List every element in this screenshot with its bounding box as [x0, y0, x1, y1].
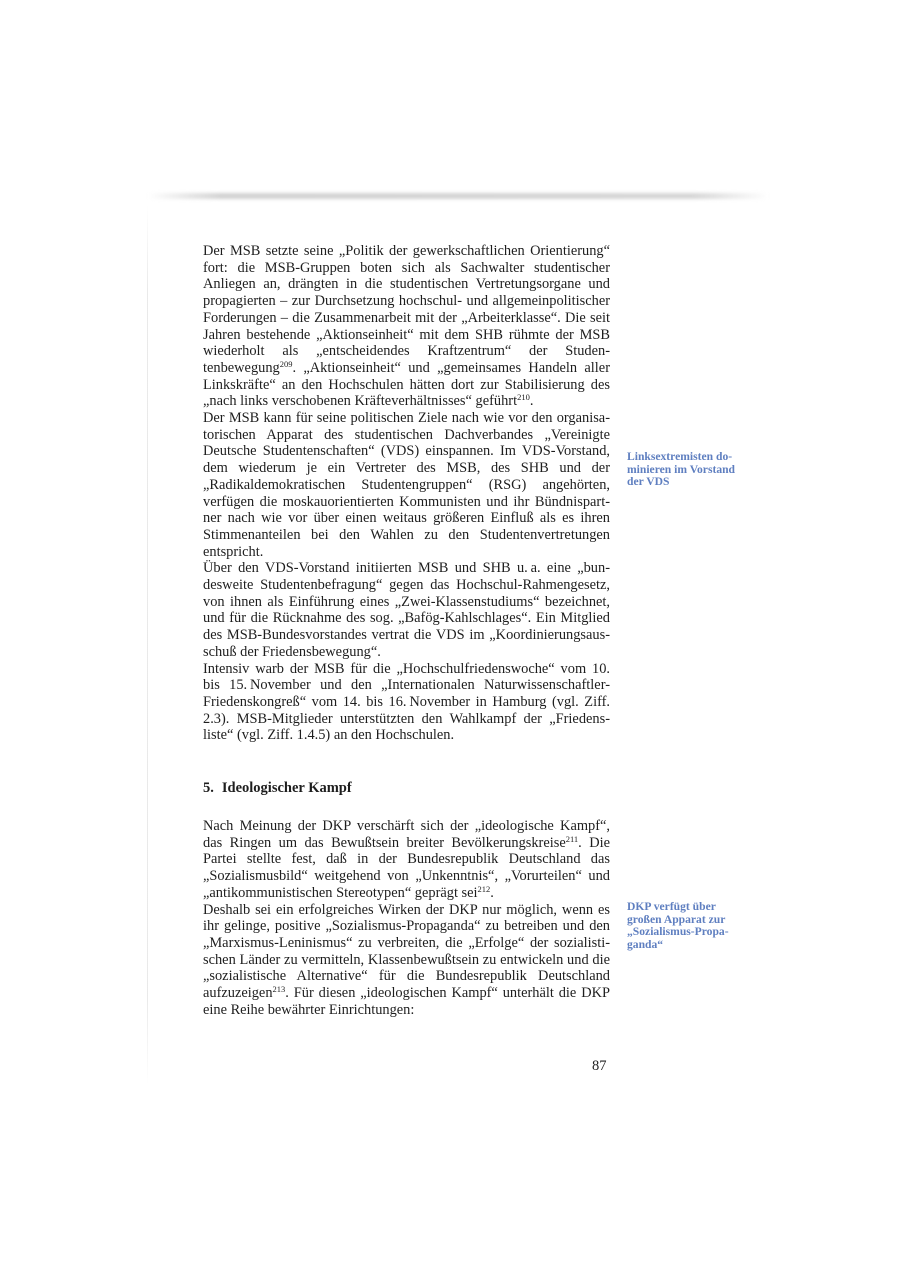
- body-text-block-msb: [203, 243, 610, 744]
- body-text-block-ideologie: [203, 818, 610, 1018]
- footnote-ref-211: 211: [565, 833, 579, 844]
- paragraph-sozialismus-propaganda: [203, 902, 610, 1019]
- page-left-edge: [147, 205, 148, 1085]
- section-heading: [203, 780, 352, 797]
- paragraph-text: . Für diesen „ideologischen Kampf“ unterhält die DKP eine Reihe bewährter Einrichtungen:: [203, 985, 610, 1018]
- footnote-ref-212: 212: [477, 883, 491, 894]
- paragraph-text: .: [490, 884, 494, 901]
- paragraph-ideologischer-kampf: [203, 818, 610, 902]
- margin-note-vds: Linksextremisten dominieren im Vorstand der VDS: [627, 450, 736, 489]
- paragraph-text: Nach Meinung der DKP verschärft sich der „ideologische Kampf“, das Ringen um das Bewußtsein breiter Bevölkerungskreise: [203, 818, 610, 851]
- margin-note-propaganda: DKP verfügt über großen Apparat zur „Sozialismus-Propaganda“: [627, 900, 729, 951]
- page-top-shadow: [148, 193, 768, 199]
- footnote-ref-209: 209: [279, 358, 293, 369]
- section-title: Ideologischer Kampf: [221, 780, 352, 796]
- paragraph-text: . Die Partei stellte fest, daß in der Bundesrepublik Deutschland das „Sozialismusbild“ weitgehend von „Unkenntnis“, „Vorurteilen“ und „antikommunistischen Stereotypen“ geprägt sei: [203, 834, 610, 901]
- paragraph-vds-apparat: Der MSB kann für seine politischen Ziele nach wie vor den organisatorischen Apparat des studentischen Dachverbandes „Vereinigte Deutsche Studentenschaften“ (VDS) einspannen. Im VDS-Vorstand, dem wiederum je ein Vertreter des MSB, des SHB und der „Radikaldemokratischen Studentengruppen“ (RSG) angehörten, verfügen die moskauorientierten Kommunisten und ihr Bündnispartner nach wie vor über einen weitaus größeren Einfluß als es ihren Stimmenanteilen bei den Wahlen zu den Studentenvertretungen entspricht.: [203, 410, 610, 560]
- paragraph-text: Der MSB setzte seine „Politik der gewerkschaftlichen Orientierung“ fort: die MSB-Gruppen boten sich als Sachwalter studentischer Anliegen an, drängten in die studentischen Vertretungsorgane und propagierten – zur Durchsetzung hochschul- und allgemeinpolitischer Forderungen – die Zusammenarbeit mit der „Arbeiterklasse“. Die seit Jahren bestehende „Aktionseinheit“ mit dem SHB rühmte der MSB wiederholt als „entscheidendes Kraftzentrum“ der Studentenbewegung: [203, 243, 610, 376]
- section-number: 5.: [203, 780, 214, 796]
- paragraph-studentenbefragung: Über den VDS-Vorstand initiierten MSB und SHB u. a. eine „bundesweite Studentenbefragung“ gegen das Hochschul-Rahmengesetz, von ihnen als Einführung eines „Zwei-Klassenstudiums“ bezeichnet, und für die Rücknahme des sog. „Bafög-Kahlschlages“. Ein Mitglied des MSB-Bundesvorstandes vertrat die VDS im „Koordinierungsausschuß der Friedensbewegung“.: [203, 560, 610, 660]
- paragraph-text: Deshalb sei ein erfolgreiches Wirken der DKP nur möglich, wenn es ihr gelinge, positive „Sozialismus-Propaganda“ zu betreiben und den „Marxismus-Leninismus“ zu verbreiten, die „Erfolge“ der sozialistischen Länder zu vermitteln, Klassenbewußtsein zu entwickeln und die „sozialistische Alternative“ für die Bundesrepublik Deutschland aufzuzeigen: [203, 901, 610, 1002]
- page-number: 87: [592, 1058, 607, 1074]
- paragraph-friedenswoche: Intensiv warb der MSB für die „Hochschulfriedenswoche“ vom 10. bis 15. November und den „Internationalen Naturwissenschaftler-Friedenskongreß“ vom 14. bis 16. November in Hamburg (vgl. Ziff. 2.3). MSB-Mitglieder unterstützten den Wahlkampf der „Friedensliste“ (vgl. Ziff. 1.4.5) an den Hochschulen.: [203, 660, 610, 744]
- footnote-ref-210: 210: [517, 392, 530, 403]
- paragraph-text: . „Aktionseinheit“ und „gemeinsames Handeln aller Linkskräfte“ an den Hochschulen hätten dort zur Stabilisierung des „nach links verschobenen Kräfteverhältnisses“ geführt: [203, 359, 610, 410]
- footnote-ref-213: 213: [272, 984, 286, 995]
- paragraph-text: .: [529, 393, 534, 410]
- paragraph-msb-orientierung: [203, 243, 610, 410]
